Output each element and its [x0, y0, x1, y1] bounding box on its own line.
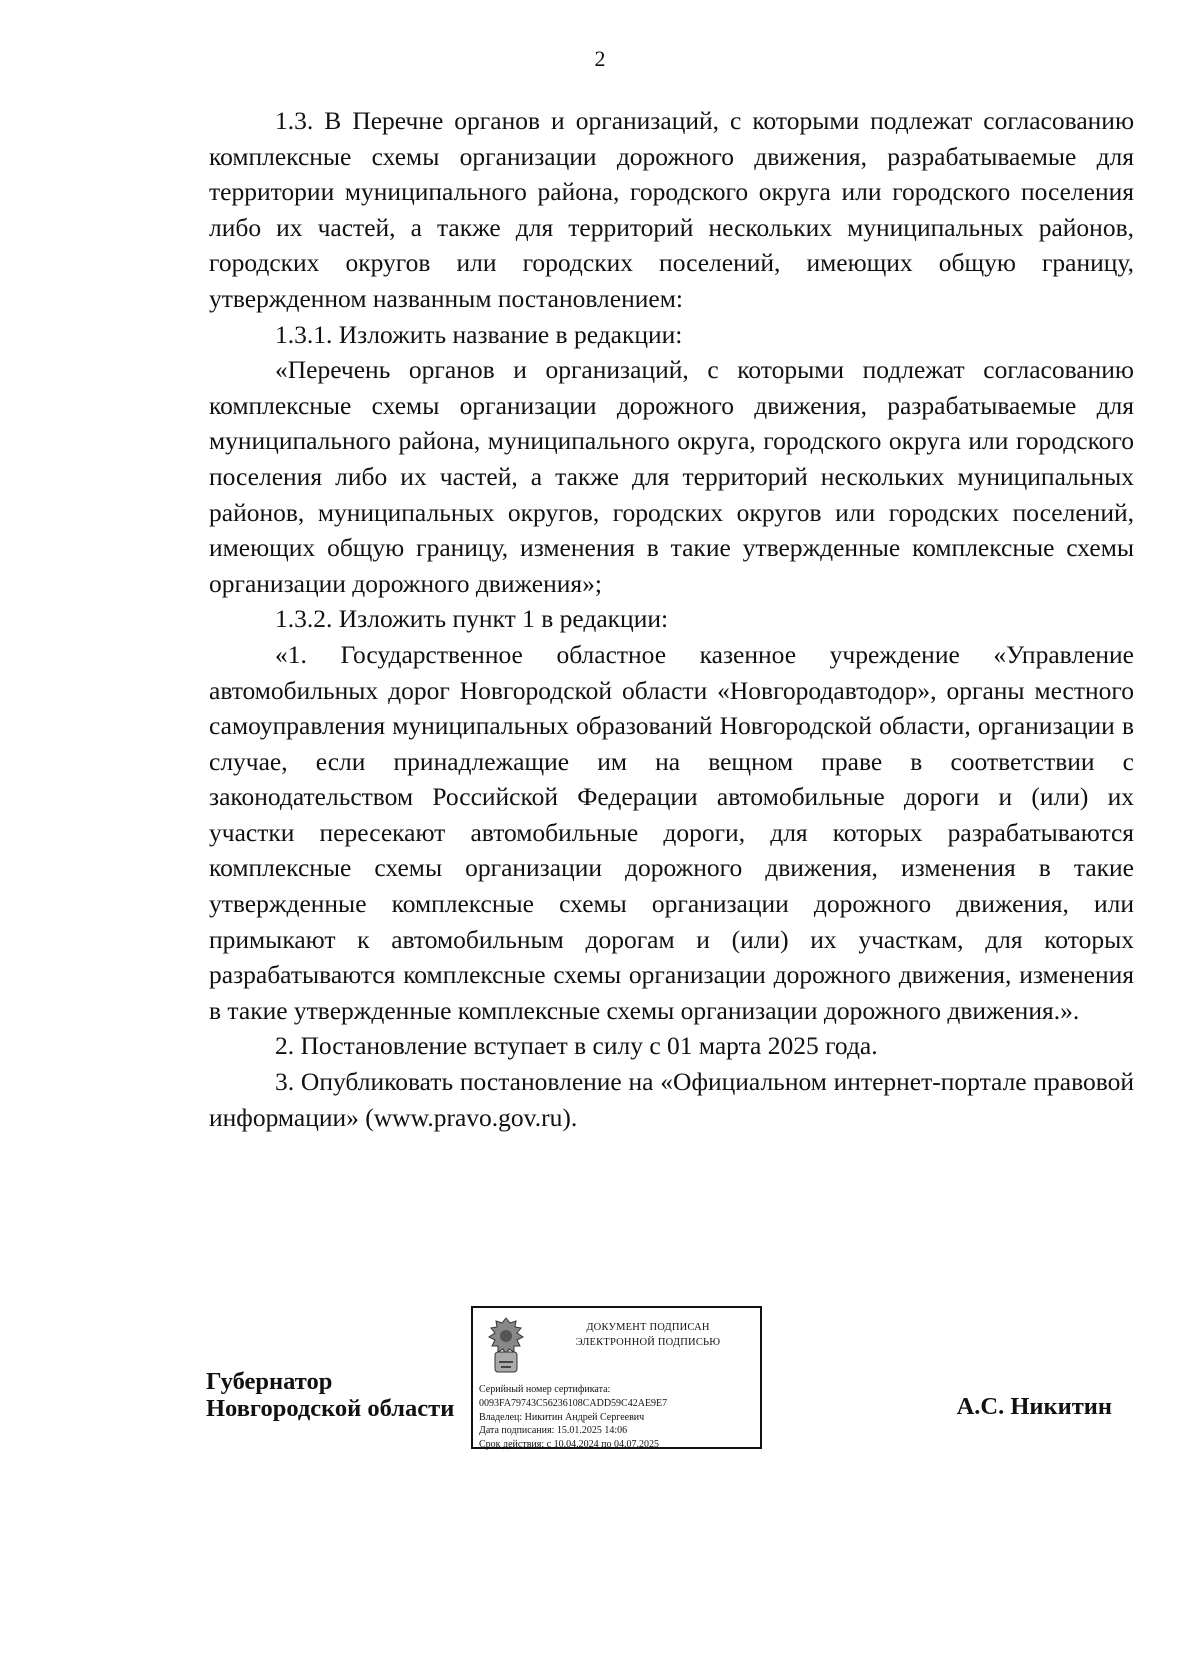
- stamp-validity: Срок действия: с 10.04.2024 по 04.07.2025: [479, 1439, 659, 1451]
- paragraph-quote-title: «Перечень органов и организаций, с которыми подлежат согласованию комплексные схемы организации дорожного движения, разрабатываемые для муниципального района, муниципального округа, городского округа или городского поселения либо их частей, а также для территорий нескольких муниципальных районов, муниципальных округов, городских округов или городских поселений, имеющих общую границу, изменения в такие утвержденные комплексные схемы организации дорожного движения»;: [209, 355, 1134, 598]
- electronic-signature-stamp: [471, 1306, 762, 1449]
- paragraph-3: 3. Опубликовать постановление на «Официальном интернет-портале правовой информации» (www.pravo.gov.ru).: [209, 1067, 1134, 1132]
- document-body: [209, 103, 1134, 1135]
- page-number: 2: [594, 46, 606, 71]
- signatory-position-line-1: Губернатор: [206, 1368, 333, 1395]
- paragraph-2: 2. Постановление вступает в силу с 01 марта 2025 года.: [275, 1031, 878, 1061]
- signatory-name: А.С. Никитин: [956, 1393, 1112, 1420]
- stamp-title: [543, 1320, 753, 1350]
- stamp-serial-label: Серийный номер сертификата:: [479, 1384, 611, 1395]
- signatory-position-line-2: Новгородской области: [206, 1395, 455, 1422]
- stamp-owner: Владелец: Никитин Андрей Сергеевич: [479, 1411, 645, 1423]
- paragraph-1-3-2: 1.3.2. Изложить пункт 1 в редакции:: [275, 604, 669, 634]
- stamp-title-line-1: ДОКУМЕНТ ПОДПИСАН: [586, 1322, 710, 1333]
- paragraph-1-3: 1.3. В Перечне органов и организаций, с которыми подлежат согласованию комплексные схемы организации дорожного движения, разрабатываемые для территории муниципального района, городского округа или городского поселения либо их частей, а также для территорий нескольких муниципальных районов, городских округов или городских поселений, имеющих общую границу, утвержденном названным постановлением:: [209, 106, 1134, 313]
- paragraph-quote-item-1: «1. Государственное областное казенное учреждение «Управление автомобильных дорог Новгородской области «Новгородавтодор», органы местного самоуправления муниципальных образований Новгородской области, организации в случае, если принадлежащие им на вещном праве в соответствии с законодательством Российской Федерации автомобильные дороги и (или) их участки пересекают автомобильные дороги, для которых разрабатываются комплексные схемы организации дорожного движения, изменения в такие утвержденные комплексные схемы организации дорожного движения, или примыкают к автомобильным дорогам и (или) их участкам, для которых разрабатываются комплексные схемы организации дорожного движения, изменения в такие утвержденные комплексные схемы организации дорожного движения.».: [209, 639, 1134, 1025]
- stamp-title-line-2: ЭЛЕКТРОННОЙ ПОДПИСЬЮ: [575, 1337, 721, 1348]
- coat-of-arms-icon: [481, 1316, 531, 1376]
- paragraph-1-3-1: 1.3.1. Изложить название в редакции:: [275, 319, 683, 349]
- stamp-serial-value: 0093FA79743C56236108CADD59C42AE9E7: [479, 1397, 668, 1409]
- stamp-signed-date: Дата подписания: 15.01.2025 14:06: [479, 1425, 628, 1437]
- signatory-position: [206, 1368, 454, 1422]
- stamp-details: [479, 1383, 667, 1452]
